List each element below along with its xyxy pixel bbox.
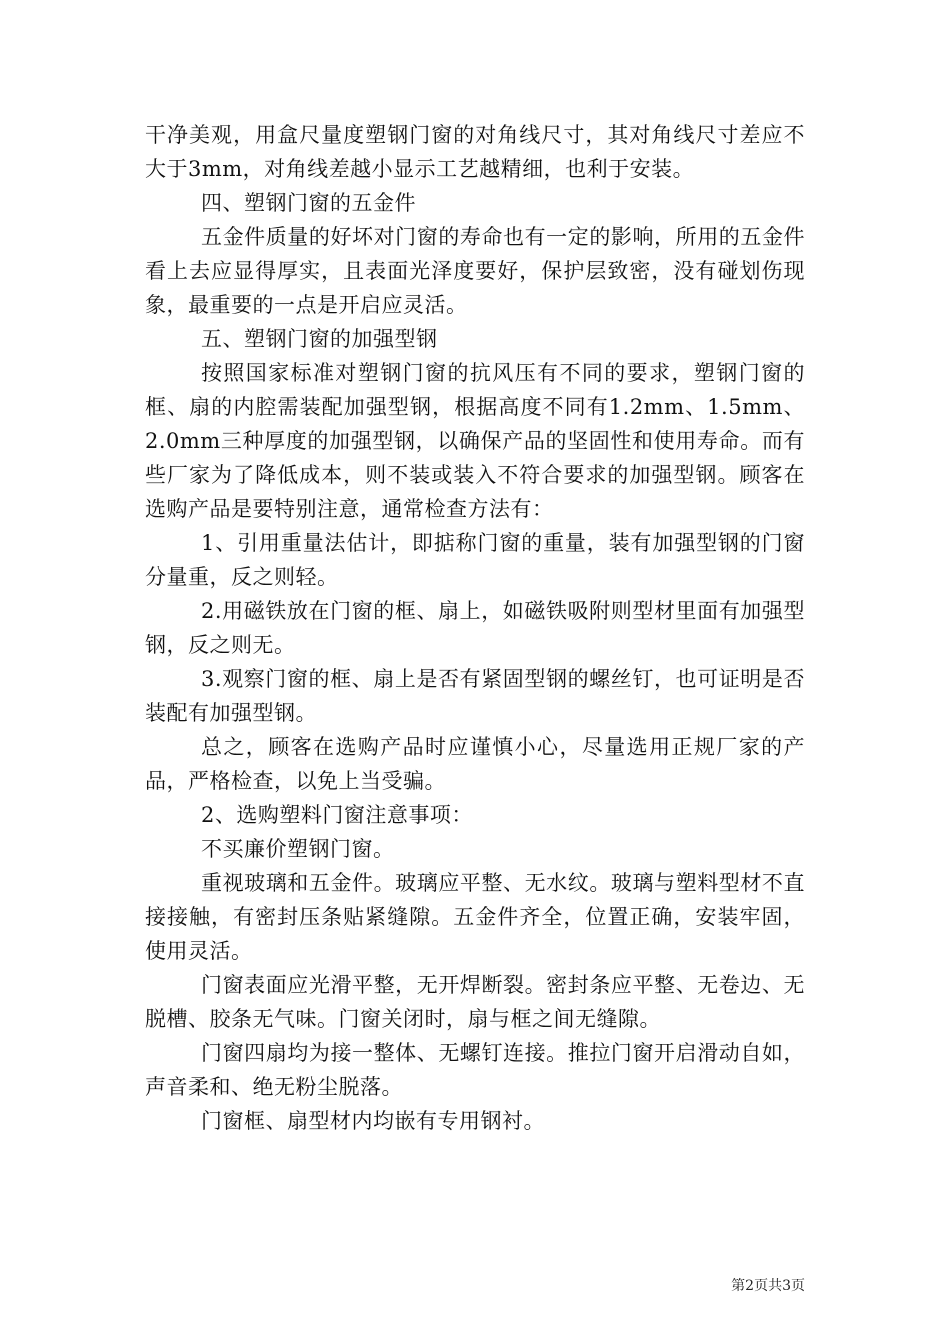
- section-heading-plastic: 2、选购塑料门窗注意事项：: [201, 803, 473, 827]
- section-heading-hardware: 四、塑钢门窗的五金件: [201, 191, 416, 215]
- tip-4: 门窗四扇均为接一整体、无螺钉连接。推拉门窗开启滑动自如，声音柔和、绝无粉尘脱落。: [145, 1041, 805, 1099]
- paragraph-1: 干净美观，用盒尺量度塑钢门窗的对角线尺寸，其对角线尺寸差应不大于3mm，对角线差越小显示工艺越精细，也利于安装。: [145, 123, 805, 181]
- paragraph-hardware: 五金件质量的好坏对门窗的寿命也有一定的影响，所用的五金件看上去应显得厚实，且表面光泽度要好，保护层致密，没有碰划伤现象，最重要的一点是开启应灵活。: [145, 225, 805, 317]
- document-body: [145, 118, 805, 1138]
- tip-2: 重视玻璃和五金件。玻璃应平整、无水纹。玻璃与塑料型材不直接接触，有密封压条贴紧缝隙。五金件齐全，位置正确，安装牢固，使用灵活。: [145, 871, 805, 963]
- tip-5: 门窗框、扇型材内均嵌有专用钢衬。: [201, 1109, 545, 1133]
- list-item-3: 3.观察门窗的框、扇上是否有紧固型钢的螺丝钉，也可证明是否装配有加强型钢。: [145, 667, 805, 725]
- tip-3: 门窗表面应光滑平整，无开焊断裂。密封条应平整、无卷边、无脱槽、胶条无气味。门窗关闭时，扇与框之间无缝隙。: [145, 973, 805, 1031]
- tip-1: 不买廉价塑钢门窗。: [201, 837, 395, 861]
- paragraph-steel: 按照国家标准对塑钢门窗的抗风压有不同的要求，塑钢门窗的框、扇的内腔需装配加强型钢，根据高度不同有1.2mm、1.5mm、2.0mm三种厚度的加强型钢，以确保产品的坚固性和使用寿命。而有些厂家为了降低成本，则不装或装入不符合要求的加强型钢。顾客在选购产品是要特别注意，通常检查方法有：: [145, 361, 805, 521]
- list-item-2: 2.用磁铁放在门窗的框、扇上，如磁铁吸附则型材里面有加强型钢，反之则无。: [145, 599, 805, 657]
- page-number: 第2页共3页: [731, 1278, 805, 1294]
- list-item-1: 1、引用重量法估计，即掂称门窗的重量，装有加强型钢的门窗分量重，反之则轻。: [145, 531, 805, 589]
- section-heading-steel: 五、塑钢门窗的加强型钢: [201, 327, 438, 351]
- paragraph-summary: 总之，顾客在选购产品时应谨慎小心，尽量选用正规厂家的产品，严格检查，以免上当受骗。: [145, 735, 805, 793]
